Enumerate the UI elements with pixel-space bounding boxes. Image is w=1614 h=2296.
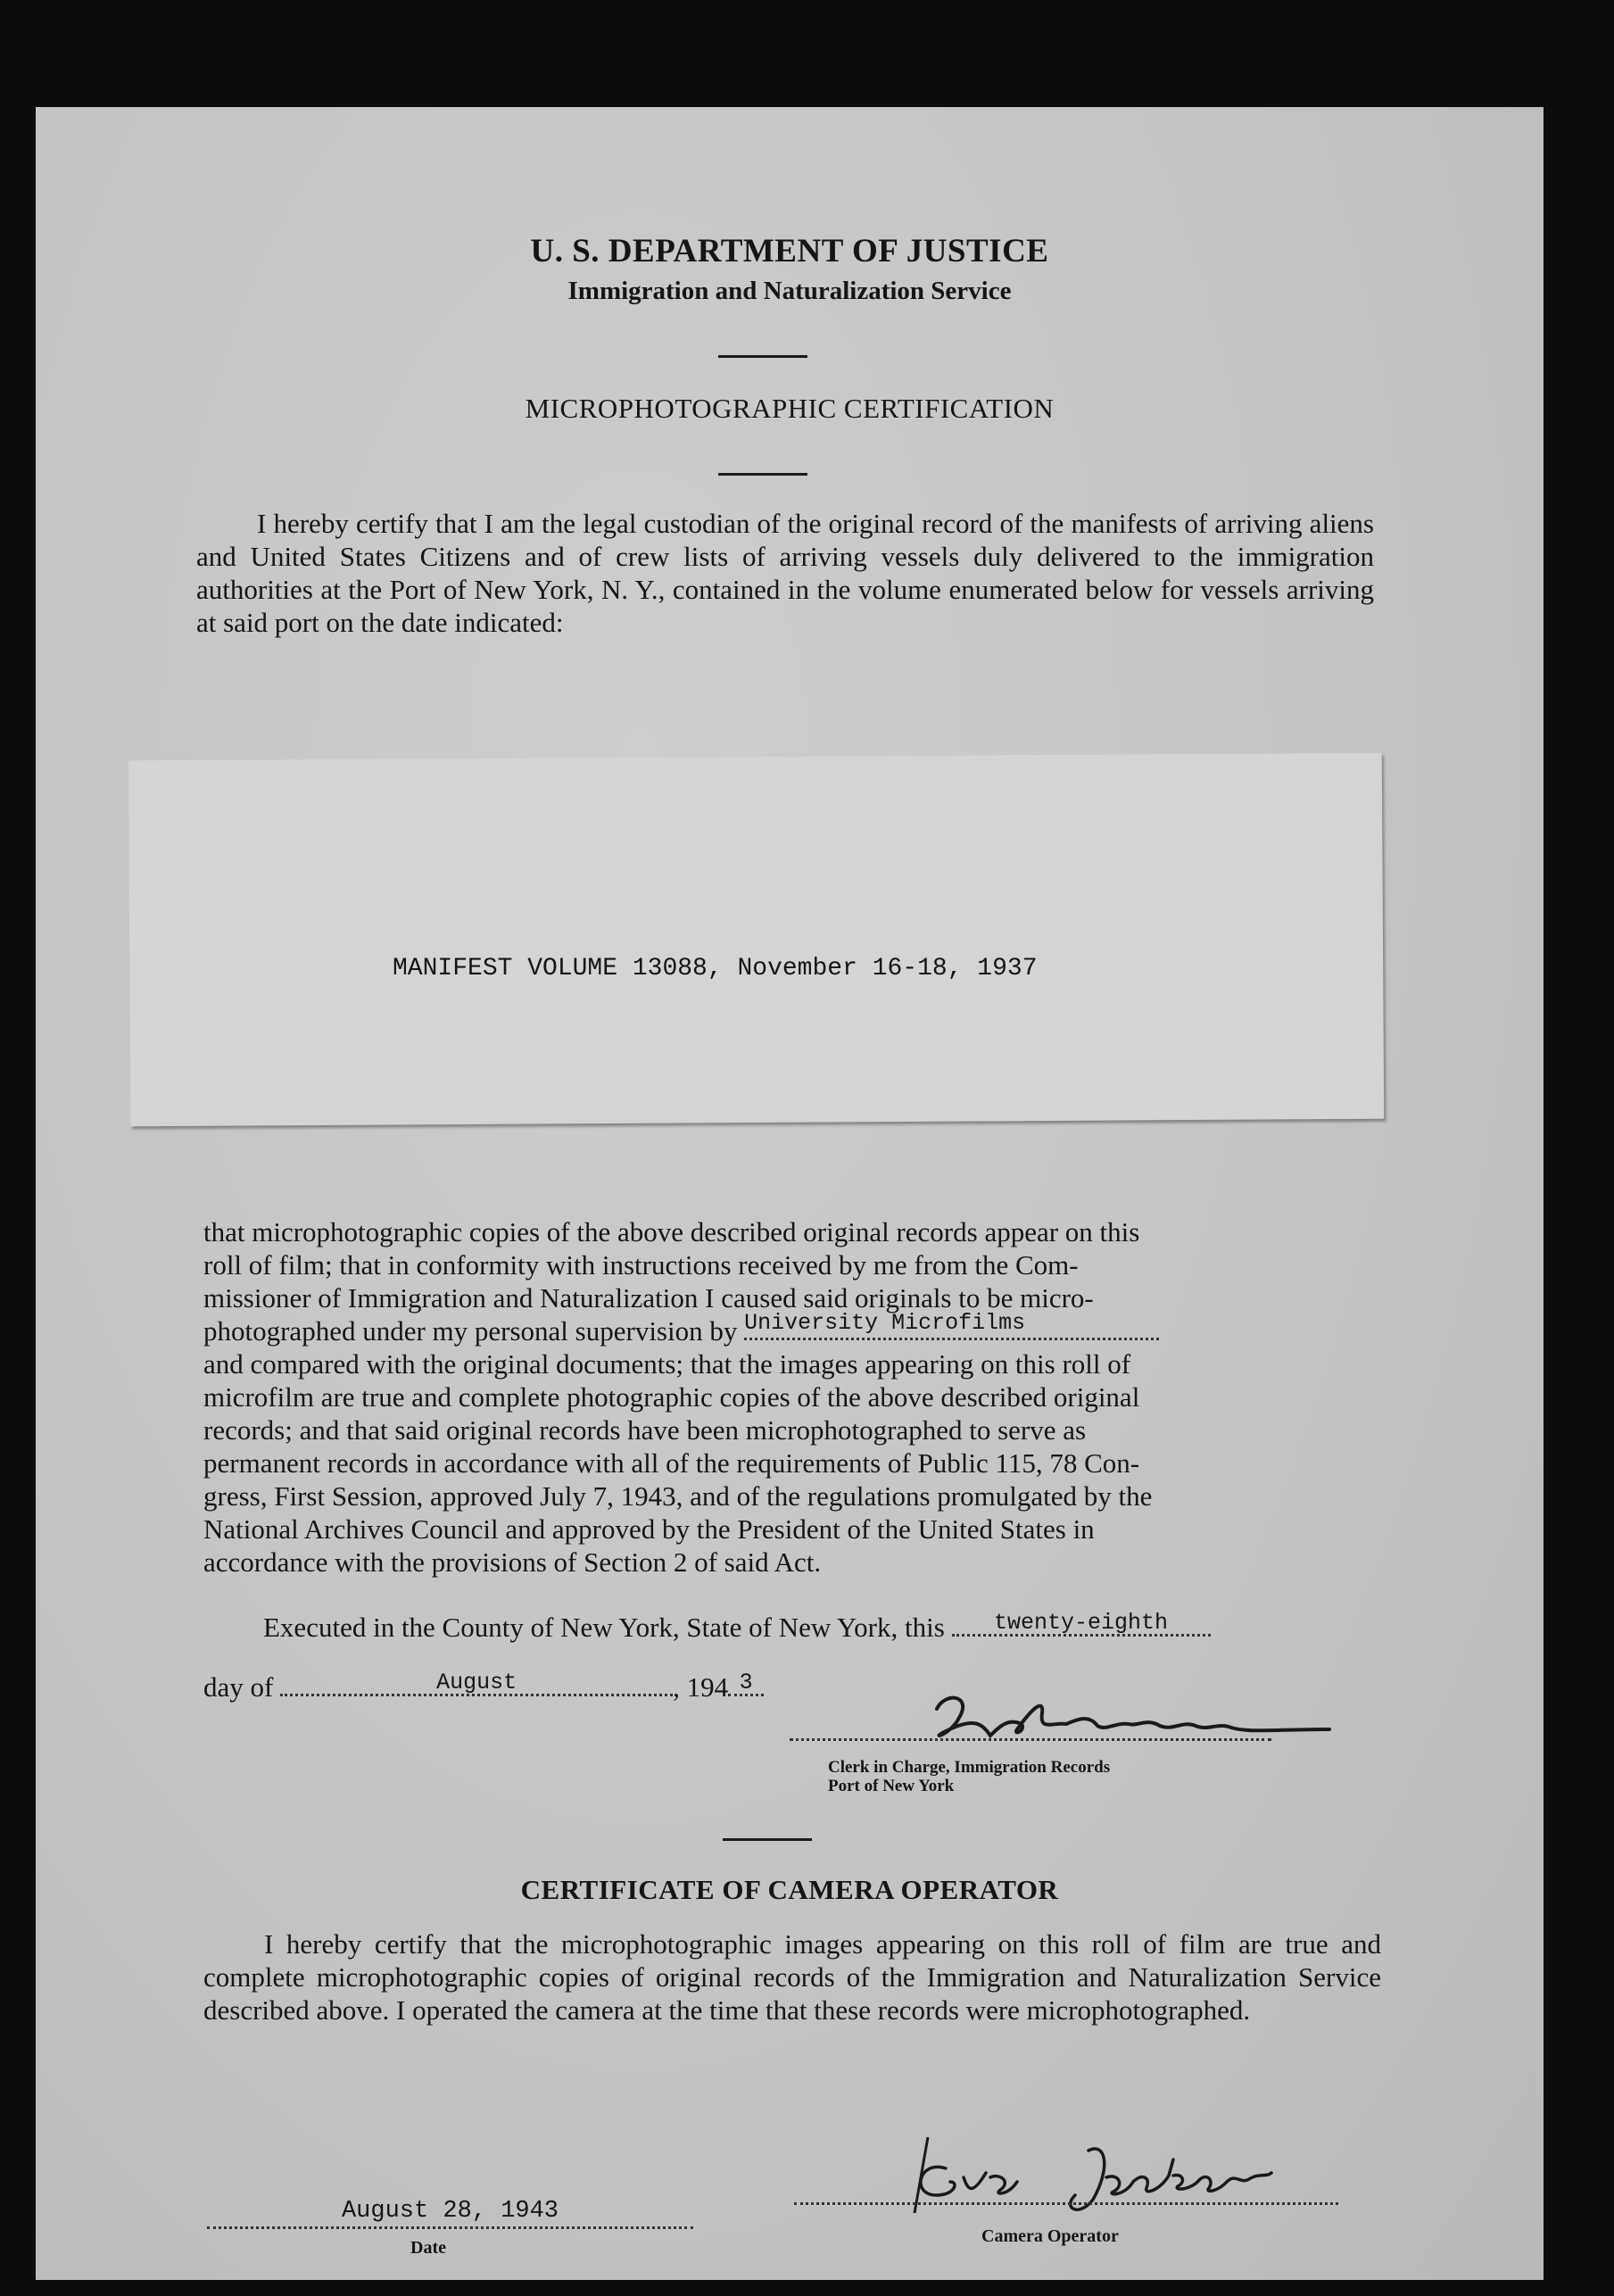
date-fill-line <box>207 2200 693 2229</box>
manifest-volume-text: MANIFEST VOLUME 13088, November 16-18, 1937 <box>393 955 1038 982</box>
day-fill-line <box>952 1611 1211 1637</box>
date-label: Date <box>410 2238 446 2258</box>
body-line: accordance with the provisions of Section 2 of said Act. <box>203 1546 822 1578</box>
clerk-title <box>828 1758 1110 1795</box>
operator-signature-line <box>794 2202 1338 2205</box>
body-line: gress, First Session, approved July 7, 1943, and of the regulations promulgated by the <box>203 1480 1153 1512</box>
form-title: MICROPHOTOGRAPHIC CERTIFICATION <box>525 393 1055 424</box>
body-line-with-company <box>203 1310 1377 1347</box>
operator-label: Camera Operator <box>981 2226 1119 2246</box>
execution-year-digit: 3 <box>739 1670 753 1695</box>
month-fill-line <box>280 1670 673 1696</box>
camera-operator-heading: CERTIFICATE OF CAMERA OPERATOR <box>520 1874 1059 1905</box>
body-line: permanent records in accordance with all of the requirements of Public 115, 78 Con- <box>203 1447 1140 1479</box>
body-line: National Archives Council and approved by the President of the United States in <box>203 1513 1095 1545</box>
month-year-line <box>203 1670 764 1703</box>
certificate-sheet <box>36 107 1544 2280</box>
year-fill-line <box>728 1670 764 1696</box>
body-line: missioner of Immigration and Naturalization I caused said originals to be micro- <box>203 1282 1094 1314</box>
execution-prefix: Executed in the County of New York, State of New York, this <box>263 1612 945 1643</box>
divider-rule <box>718 355 807 358</box>
company-name: University Microfilms <box>744 1310 1026 1336</box>
execution-day: twenty-eighth <box>993 1610 1169 1636</box>
execution-month: August <box>436 1670 517 1695</box>
body-line: that microphotographic copies of the above described original records appear on this <box>203 1216 1140 1247</box>
clerk-title-line2: Port of New York <box>828 1777 955 1795</box>
clerk-signature-line <box>790 1738 1271 1741</box>
year-prefix: , 194 <box>673 1671 729 1703</box>
operator-date: August 28, 1943 <box>341 2198 559 2225</box>
clerk-signature <box>910 1687 1338 1758</box>
execution-line <box>263 1611 1211 1644</box>
body-line: and compared with the original documents; that the images appearing on this roll of <box>203 1348 1131 1380</box>
certification-body <box>203 1215 1377 1579</box>
camera-operator-text: I hereby certify that the microphotographic images appearing on this roll of film are true and complete microphotographic copies of original records of the Immigration and Naturalization Service described above. I operated the camera at the time that these records were microphotographed. <box>203 1928 1381 2026</box>
divider-rule <box>723 1838 812 1841</box>
body-line: records; and that said original records have been microphotographed to serve as <box>203 1414 1087 1446</box>
certification-intro: I hereby certify that I am the legal custodian of the original record of the manifests of arriving aliens and United States Citizens and of crew lists of arriving vessels duly delivered to the immigration authorities at the Port of New York, N. Y., contained in the volume enumerated below for vessels arriving at said port on the date indicated: <box>196 508 1374 638</box>
body-line-prefix: photographed under my personal supervision by <box>203 1315 738 1347</box>
company-fill-line <box>744 1310 1159 1340</box>
inserted-manifest-slip <box>128 753 1384 1127</box>
service-subheading: Immigration and Naturalization Service <box>567 277 1012 305</box>
body-line: microfilm are true and complete photographic copies of the above described original <box>203 1381 1140 1413</box>
divider-rule <box>718 473 807 476</box>
operator-signature <box>865 2133 1294 2222</box>
body-line: roll of film; that in conformity with instructions received by me from the Com- <box>203 1249 1079 1281</box>
day-of-label: day of <box>203 1671 274 1703</box>
department-heading: U. S. DEPARTMENT OF JUSTICE <box>530 233 1049 269</box>
clerk-title-line1: Clerk in Charge, Immigration Records <box>828 1758 1111 1777</box>
